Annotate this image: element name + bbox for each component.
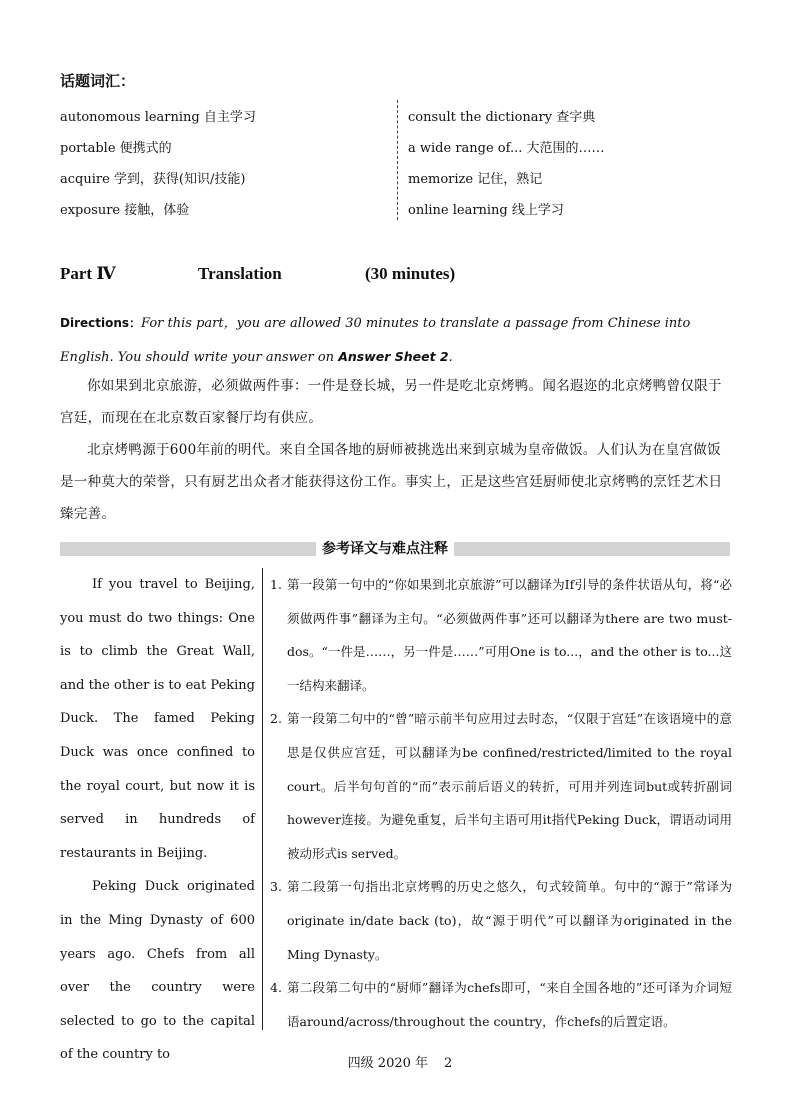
translation-column [60,568,255,1072]
vocab-item: portable 便携式的 [60,141,172,156]
note-item [270,971,732,1038]
note-text: 第二段第二句中的“厨师”翻译为chefs即可，“来自全国各地的”还可译为介词短语around/across/throughout the country，作chefs的后置定语。 [287,980,732,1029]
note-number: 4. [270,980,282,996]
directions-end: . [448,350,453,365]
vocab-item: exposure 接触，体验 [60,203,190,218]
vocab-item: memorize 记住，熟记 [408,172,543,187]
note-item [270,568,732,702]
reference-title: 参考译文与难点注释 [316,538,454,560]
note-text: 第一段第二句中的“曾”暗示前半句应用过去时态，“仅限于宫廷”在该语境中的意思是仅供应宫廷，可以翻译为be confined/restricted/limited to the royal court。后半句句首的“而”表示前后语义的转折，可用并列连词but或转折副词however连接。为避免重复，后半句主语可用it指代Peking Duck，谓语动词用被动形式is served。 [287,711,732,861]
note-text: 第二段第一句指出北京烤鸭的历史之悠久，句式较简单。句中的“源于”常译为originate in/date back (to)，故“源于明代”可以翻译为originated in the Ming Dynasty。 [287,879,732,962]
directions-label: Directions： [60,316,142,330]
note-number: 2. [270,711,282,727]
vocab-item: online learning 线上学习 [408,203,564,218]
translation-paragraph: Peking Duck originated in the Ming Dynasty of 600 years ago. Chefs from all over the country were selected to go to the capital of the country to [60,879,255,1063]
vocab-item: consult the dictionary 查字典 [408,110,596,125]
note-text: 第一段第一句中的“你如果到北京旅游”可以翻译为If引导的条件状语从句，将“必须做两件事”翻译为主句。“必须做两件事”还可以翻译为there are two must-dos。“一件是……，另一件是……”可用One is to...，and the other is to...这一结构来翻译。 [287,577,732,693]
directions [60,307,730,374]
footer-exam: 四级 2020 年 [347,1056,429,1071]
notes-column [270,568,732,1038]
part-number: Part Ⅳ [60,264,116,283]
vocab-item: autonomous learning 自主学习 [60,110,256,125]
passage-paragraph: 北京烤鸭源于600年前的明代。来自全国各地的厨师被挑选出来到京城为皇帝做饭。人们认为在皇宫做饭是一种莫大的荣誉，只有厨艺出众者才能获得这份工作。事实上，正是这些宫廷厨师使北京烤鸭的烹饪艺术日臻完善。 [60,442,723,522]
note-item [270,702,732,870]
answer-sheet-ref: Answer Sheet 2 [338,349,449,364]
part-name: Translation [198,264,282,283]
translation-paragraph: If you travel to Beijing, you must do two things: One is to climb the Great Wall, and the other is to eat Peking Duck. The famed Peking Duck was once confined to the royal court, but now it is served in hundreds of restaurants in Beijing. [60,577,255,861]
vocab-title: 话题词汇： [60,72,136,90]
note-item [270,870,732,971]
passage-paragraph: 你如果到北京旅游，必须做两件事：一件是登长城，另一件是吃北京烤鸭。闻名遐迩的北京烤鸭曾仅限于宫廷，而现在在北京数百家餐厅均有供应。 [60,378,722,426]
vocab-item: a wide range of... 大范围的…… [408,141,605,156]
page-footer [0,1052,800,1071]
column-divider [262,568,263,1030]
note-number: 3. [270,879,282,895]
vocab-divider [397,100,398,220]
page-number: 2 [444,1056,453,1071]
directions-text: For this part，you are allowed 30 minutes to translate a passage from Chinese into English. You should write your answer on [60,316,691,365]
note-number: 1. [270,577,282,592]
vocab-item: acquire 学到，获得(知识/技能) [60,172,246,187]
part-time: (30 minutes) [365,264,456,283]
